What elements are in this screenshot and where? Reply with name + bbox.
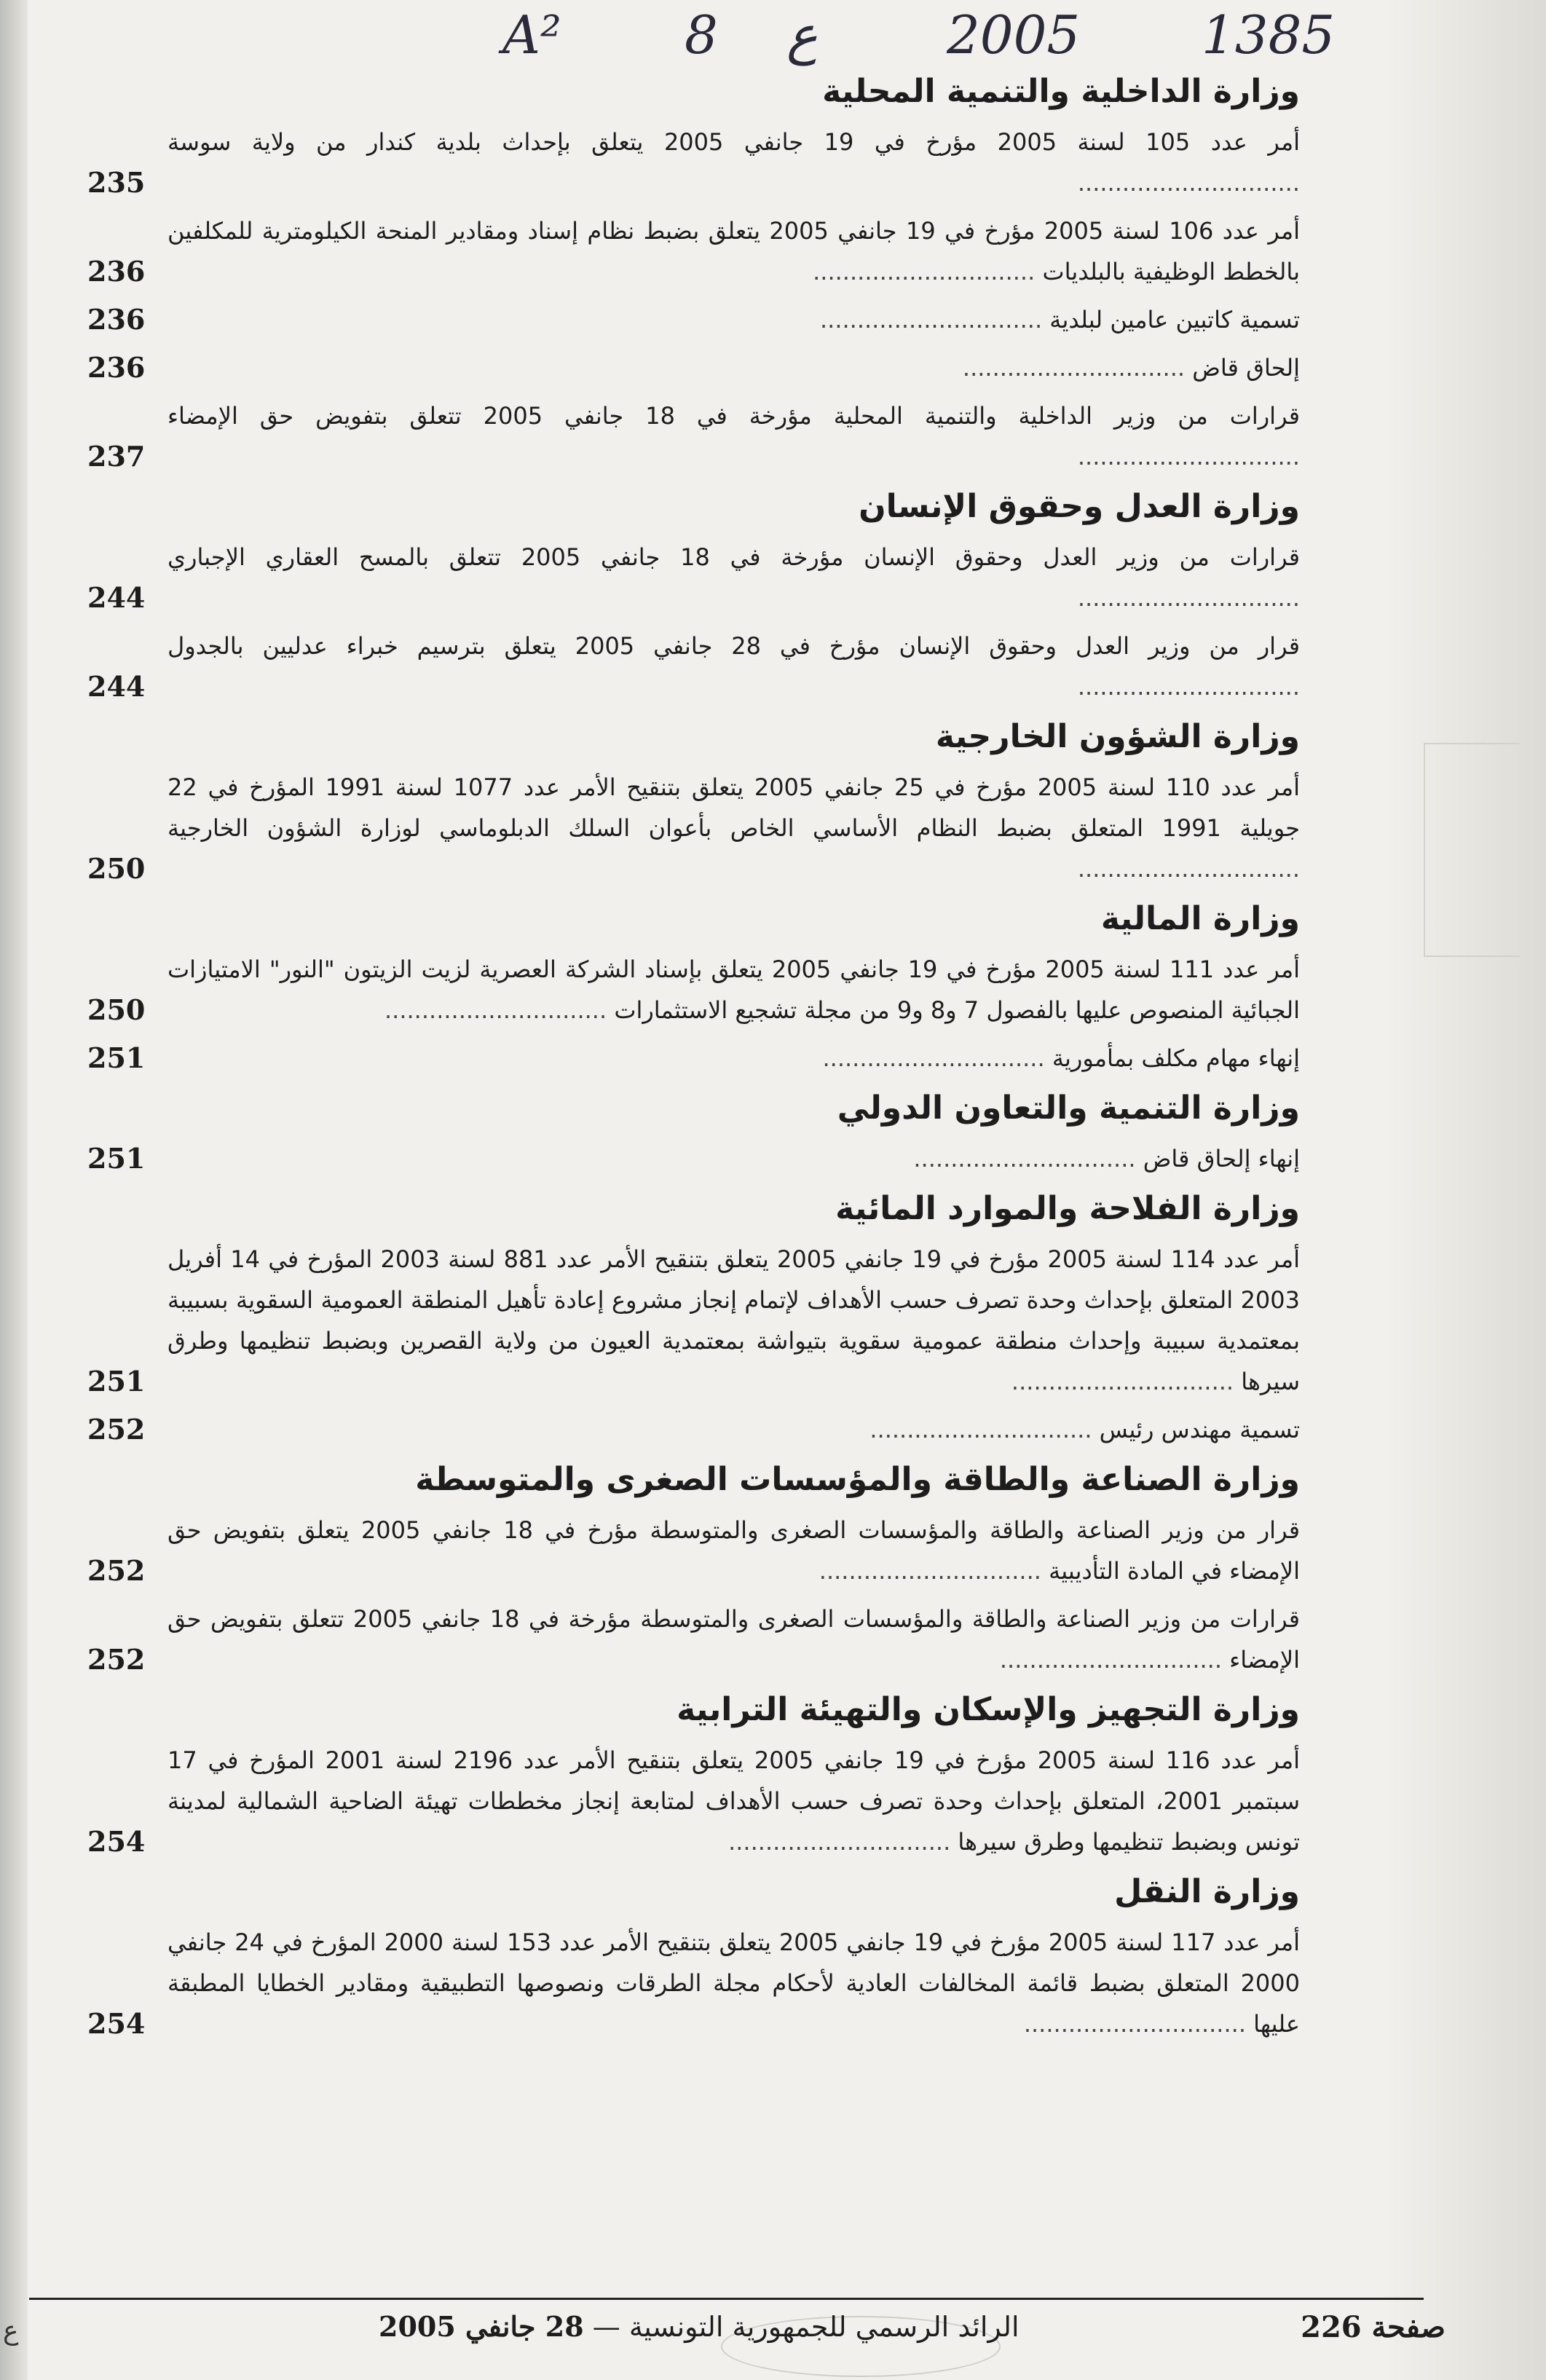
entry-page-number: 254	[87, 1825, 146, 1858]
toc-entry	[87, 949, 1300, 1031]
dot-leader: ..............................	[869, 1416, 1100, 1443]
ministry-title: وزارة المالية	[1100, 900, 1300, 937]
entry-text-container	[167, 537, 1300, 618]
entry-page-number: 237	[87, 440, 146, 473]
entry-text: قرار من وزير الصناعة والطاقة والمؤسسات الصغرى والمتوسطة مؤرخ في 18 جانفي 2005 يتعلق بتفويض حق الإمضاء في المادة التأديبية	[167, 1516, 1301, 1585]
entry-page-number: 236	[87, 255, 146, 288]
toc-entry	[87, 1510, 1300, 1591]
handwritten-mark: ع	[786, 4, 818, 66]
entry-text: قرارات من وزير العدل وحقوق الإنسان مؤرخة في 18 جانفي 2005 تتعلق بالمسح العقاري الإجباري	[167, 543, 1301, 571]
dot-leader: ..............................	[962, 354, 1193, 382]
entry-page-number: 254	[87, 2007, 146, 2040]
page-right-margin	[1384, 0, 1546, 2380]
bleed-through-box	[1424, 743, 1520, 957]
ministry-section	[87, 714, 1300, 889]
toc-entry	[87, 299, 1300, 340]
dot-leader: ..............................	[1077, 855, 1300, 883]
entry-text: إنهاء إلحاق قاض	[1143, 1145, 1300, 1173]
entry-text-container	[167, 1138, 1300, 1179]
entry-text-container	[167, 122, 1300, 203]
dot-leader: ..............................	[913, 1145, 1143, 1173]
toc-entry	[87, 122, 1300, 203]
ministry-title: وزارة الصناعة والطاقة والمؤسسات الصغرى والمتوسطة	[415, 1461, 1300, 1498]
entry-text: قرارات من وزير الداخلية والتنمية المحلية مؤرخة في 18 جانفي 2005 تتعلق بتفويض حق الإمضاء	[167, 402, 1301, 430]
ministry-section	[87, 1457, 1300, 1680]
ministry-title: وزارة الداخلية والتنمية المحلية	[822, 73, 1300, 110]
entry-text-container	[167, 347, 1300, 388]
entry-text-container	[167, 210, 1300, 292]
entry-text: تسمية مهندس رئيس	[1099, 1416, 1300, 1443]
dot-leader: ..............................	[1077, 673, 1300, 701]
entry-text-container	[167, 299, 1300, 340]
handwritten-mark: 1385	[1202, 4, 1336, 66]
dot-leader: ..............................	[813, 258, 1043, 285]
gazette-separator: —	[592, 2311, 620, 2343]
entry-text-container	[167, 1740, 1300, 1862]
entry-text: قرار من وزير العدل وحقوق الإنسان مؤرخ في 28 جانفي 2005 يتعلق بترسيم خبراء عدليين بالجدول	[167, 632, 1301, 660]
entry-page-number: 251	[87, 1041, 146, 1074]
entry-text: إلحاق قاض	[1192, 354, 1300, 382]
toc-entry	[87, 767, 1300, 889]
entry-text-container	[167, 1922, 1300, 2044]
entry-text: قرارات من وزير الصناعة والطاقة والمؤسسات الصغرى والمتوسطة مؤرخة في 18 جانفي 2005 تتعلق بتفويض حق الإمضاء	[167, 1605, 1301, 1674]
toc-entry	[87, 347, 1300, 388]
toc-entry	[87, 1138, 1300, 1179]
entry-text-container	[167, 626, 1300, 707]
page-number: صفحة 226	[1301, 2310, 1446, 2344]
toc-entry	[87, 210, 1300, 292]
ministry-section	[87, 1687, 1300, 1862]
handwritten-mark: A²	[502, 4, 561, 66]
entry-text-container	[167, 395, 1300, 477]
entry-text-container	[167, 1038, 1300, 1079]
dot-leader: ..............................	[819, 306, 1050, 334]
entry-text-container	[167, 1239, 1300, 1402]
entry-text: إنهاء مهام مكلف بمأمورية	[1052, 1044, 1300, 1072]
entry-text: أمر عدد 117 لسنة 2005 مؤرخ في 19 جانفي 2005 يتعلق بتنقيح الأمر عدد 153 لسنة 2000 المؤرخ في 24 جانفي 2000 المتعلق بضبط قائمة المخالفات العادية لأحكام مجلة الطرقات ونصوصها التطبيقية ومقادير الخطايا المطبقة عليها	[167, 1928, 1301, 2038]
ministry-title: وزارة التجهيز والإسكان والتهيئة الترابية	[677, 1691, 1300, 1728]
entry-page-number: 252	[87, 1554, 146, 1587]
ministry-title: وزارة الشؤون الخارجية	[935, 718, 1300, 755]
ministry-section	[87, 1086, 1300, 1179]
edge-character: ع	[3, 2316, 19, 2346]
toc-entry	[87, 1599, 1300, 1680]
dot-leader: ..............................	[384, 996, 615, 1024]
table-of-contents	[87, 69, 1300, 2052]
entry-page-number: 244	[87, 670, 146, 703]
entry-page-number: 244	[87, 581, 146, 614]
toc-entry	[87, 1409, 1300, 1450]
toc-entry	[87, 395, 1300, 477]
ministry-section	[87, 484, 1300, 707]
entry-page-number: 251	[87, 1142, 146, 1175]
dot-leader: ..............................	[999, 1646, 1230, 1674]
ministry-section	[87, 897, 1300, 1079]
ministry-title: وزارة التنمية والتعاون الدولي	[837, 1089, 1300, 1127]
page-footer	[29, 2310, 1460, 2354]
handwritten-annotation	[502, 4, 1376, 70]
entry-text: أمر عدد 105 لسنة 2005 مؤرخ في 19 جانفي 2005 يتعلق بإحداث بلدية كندار من ولاية سوسة	[167, 128, 1301, 156]
entry-text: أمر عدد 114 لسنة 2005 مؤرخ في 19 جانفي 2005 يتعلق بتنقيح الأمر عدد 881 لسنة 2003 المؤرخ في 14 أفريل 2003 المتعلق بإحداث وحدة تصرف حسب الأهداف لإتمام إنجاز مشروع إعادة تأهيل المنطقة العمومية السقوية بسبيبة بمعتمدية سبيبة وإحداث منطقة عمومية سقوية بتيواشة بمعتمدية العيون من ولاية القصرين وبضبط تنظيمها وطرق سيرها	[167, 1245, 1301, 1395]
dot-leader: ..............................	[822, 1044, 1052, 1072]
entry-page-number: 250	[87, 852, 146, 885]
entry-text: تسمية كاتبين عامين لبلدية	[1049, 306, 1300, 334]
entry-page-number: 235	[87, 166, 146, 199]
dot-leader: ..............................	[1077, 443, 1300, 470]
dot-leader: ..............................	[1023, 2010, 1254, 2038]
entry-text-container	[167, 1409, 1300, 1450]
entry-text-container	[167, 1599, 1300, 1680]
entry-text: أمر عدد 116 لسنة 2005 مؤرخ في 19 جانفي 2005 يتعلق بتنقيح الأمر عدد 2196 لسنة 2001 المؤرخ في 17 سبتمبر 2001، المتعلق بإحداث وحدة تصرف حسب الأهداف لمتابعة إنجاز مخططات تهيئة الضاحية الشمالية لمدينة تونس وبضبط تنظيمها وطرق سيرها	[167, 1746, 1301, 1856]
entry-page-number: 252	[87, 1643, 146, 1676]
entry-page-number: 252	[87, 1413, 146, 1446]
gazette-title: الرائد الرسمي للجمهورية التونسية	[628, 2311, 1020, 2343]
entry-text: أمر عدد 106 لسنة 2005 مؤرخ في 19 جانفي 2005 يتعلق بضبط نظام إسناد ومقادير المنحة الكيلومترية للمكلفين بالخطط الوظيفية بالبلديات	[167, 217, 1301, 285]
ministry-section	[87, 1869, 1300, 2044]
entry-text: أمر عدد 110 لسنة 2005 مؤرخ في 25 جانفي 2005 يتعلق بتنقيح الأمر عدد 1077 لسنة 1991 المؤرخ في 22 جويلية 1991 المتعلق بضبط النظام الأساسي الخاص بأعوان السلك الدبلوماسي لوزارة الشؤون الخارجية	[167, 773, 1301, 842]
entry-page-number: 236	[87, 351, 146, 384]
dot-leader: ..............................	[1077, 169, 1300, 197]
ministry-section	[87, 1186, 1300, 1450]
entry-page-number: 251	[87, 1365, 146, 1398]
entry-text: أمر عدد 111 لسنة 2005 مؤرخ في 19 جانفي 2005 يتعلق بإسناد الشركة العصرية لزيت الزيتون "النور" الامتيازات الجبائية المنصوص عليها بالفصول 7 و8 و9 من مجلة تشجيع الاستثمارات	[167, 955, 1301, 1024]
ministry-title: وزارة العدل وحقوق الإنسان	[859, 488, 1300, 525]
toc-entry	[87, 537, 1300, 618]
page-left-edge-shadow	[0, 0, 28, 2380]
toc-entry	[87, 626, 1300, 707]
dot-leader: ..............................	[1011, 1368, 1242, 1395]
dot-leader: ..............................	[819, 1557, 1049, 1585]
toc-entry	[87, 1740, 1300, 1862]
ministry-title: وزارة النقل	[1114, 1873, 1300, 1910]
gazette-date: 28 جانفي 2005	[379, 2310, 584, 2343]
gazette-line	[379, 2310, 1020, 2343]
toc-entry	[87, 1239, 1300, 1402]
handwritten-mark: 2005	[947, 4, 1081, 66]
entry-text-container	[167, 767, 1300, 889]
dot-leader: ..............................	[1077, 584, 1300, 612]
footer-rule	[29, 2298, 1424, 2300]
entry-text-container	[167, 949, 1300, 1031]
handwritten-mark: 8	[685, 4, 718, 66]
entry-page-number: 236	[87, 303, 146, 336]
entry-page-number: 250	[87, 993, 146, 1026]
ministry-section	[87, 69, 1300, 477]
toc-entry	[87, 1922, 1300, 2044]
entry-text-container	[167, 1510, 1300, 1591]
toc-entry	[87, 1038, 1300, 1079]
ministry-title: وزارة الفلاحة والموارد المائية	[835, 1190, 1300, 1227]
dot-leader: ..............................	[728, 1828, 958, 1856]
